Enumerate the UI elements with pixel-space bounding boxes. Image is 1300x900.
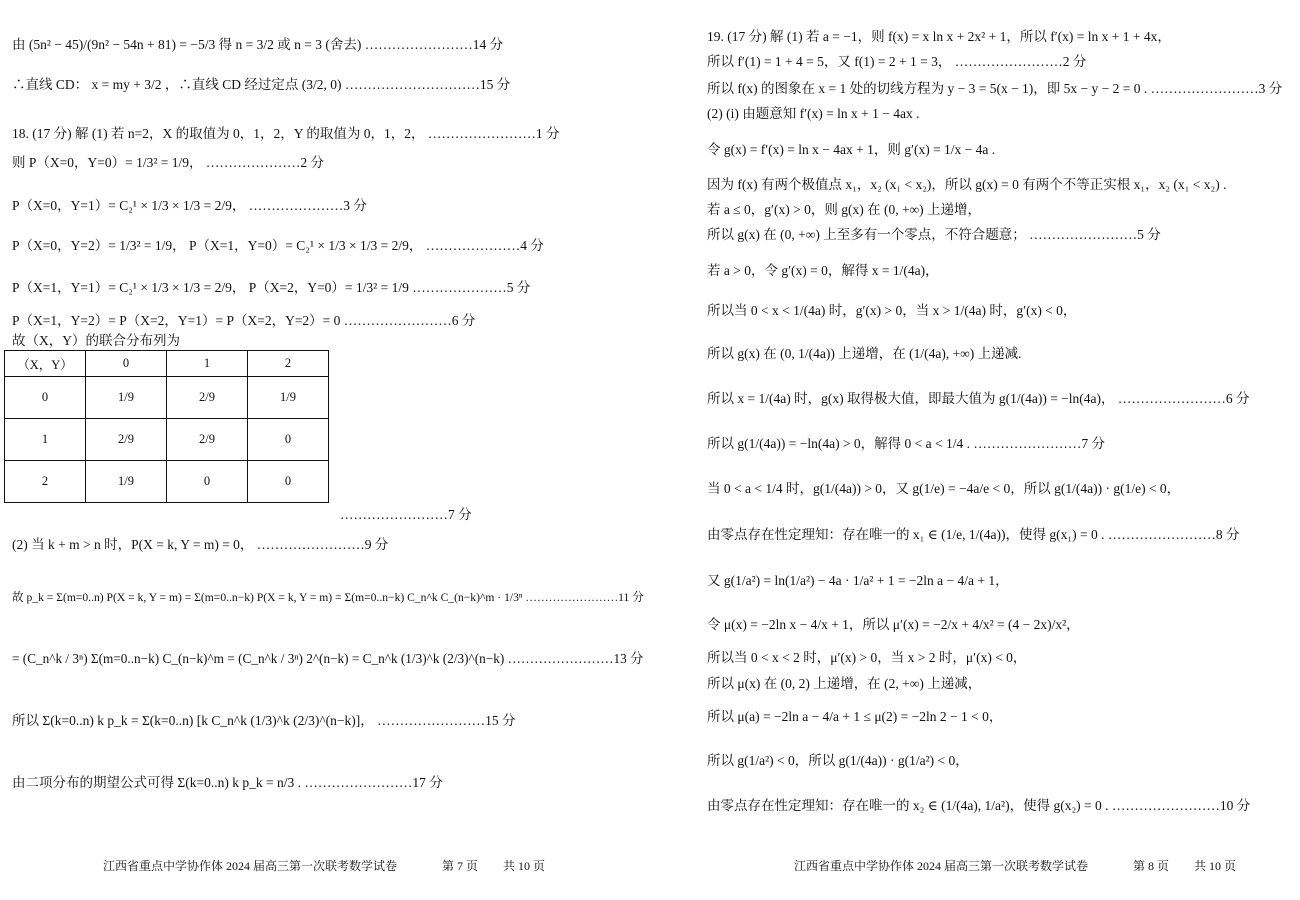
answer-line: 若 a ≤ 0，g′(x) > 0，则 g(x) 在 (0, +∞) 上递增，	[707, 202, 982, 217]
answer-line: 18. (17 分) 解 (1) 若 n=2，X 的取值为 0，1，2，Y 的取值为 0，1，2， ……………………1 分	[12, 126, 560, 141]
table-header-cell: （X，Y）	[5, 351, 86, 377]
answer-line: = (C_n^k / 3ⁿ) Σ(m=0..n−k) C_(n−k)^m = (C_n^k / 3ⁿ) 2^(n−k) = C_n^k (1/3)^k (2/3)^(n−k) ……………………13 分	[12, 651, 644, 666]
footer-total-pages: 共 10 页	[1194, 859, 1237, 873]
answer-line: P（X=1，Y=1）= C₂¹ × 1/3 × 1/3 = 2/9， P（X=2，Y=0）= 1/3² = 1/9 …………………5 分	[12, 280, 531, 295]
answer-line: 所以 g(1/a²) < 0，所以 g(1/(4a)) · g(1/a²) < 0，	[707, 753, 969, 768]
table-header-row	[5, 351, 329, 377]
footer-page-number: 第 8 页	[1133, 859, 1170, 873]
answer-line: P（X=0，Y=1）= C₂¹ × 1/3 × 1/3 = 2/9， …………………3 分	[12, 198, 367, 213]
answer-line: 又 g(1/a²) = ln(1/a²) − 4a · 1/a² + 1 = −2ln a − 4/a + 1，	[707, 573, 1009, 588]
answer-line: 令 g(x) = f′(x) = ln x − 4ax + 1，则 g′(x) = 1/x − 4a .	[707, 142, 996, 157]
answer-line: 令 μ(x) = −2ln x − 4/x + 1，所以 μ′(x) = −2/x + 4/x² = (4 − 2x)/x²，	[707, 617, 1080, 632]
table-cell: 2/9	[167, 419, 248, 461]
table-cell: 0	[167, 461, 248, 503]
page-footer	[794, 857, 1236, 874]
answer-line: (2) (i) 由题意知 f′(x) = ln x + 1 − 4ax .	[707, 106, 920, 121]
page-8	[650, 0, 1300, 900]
answer-line: 由零点存在性定理知：存在唯一的 x₁ ∈ (1/e, 1/(4a))，使得 g(x₁) = 0 . ……………………8 分	[707, 527, 1240, 542]
answer-line: 若 a > 0，令 g′(x) = 0，解得 x = 1/(4a)，	[707, 263, 939, 278]
footer-total-pages: 共 10 页	[503, 859, 546, 873]
answer-line: 19. (17 分) 解 (1) 若 a = −1，则 f(x) = x ln x + 2x² + 1，所以 f′(x) = ln x + 1 + 4x，	[707, 29, 1171, 44]
answer-line: 因为 f(x) 有两个极值点 x₁，x₂ (x₁ < x₂)，所以 g(x) = 0 有两个不等正实根 x₁，x₂ (x₁ < x₂) .	[707, 177, 1227, 192]
joint-distribution-table	[4, 350, 329, 503]
answer-line: P（X=0，Y=2）= 1/3² = 1/9， P（X=1，Y=0）= C₂¹ × 1/3 × 1/3 = 2/9， …………………4 分	[12, 238, 544, 253]
answer-line: 故（X，Y）的联合分布列为	[12, 333, 180, 348]
answer-line: 所以当 0 < x < 1/(4a) 时，g′(x) > 0，当 x > 1/(4a) 时，g′(x) < 0，	[707, 303, 1077, 318]
table-row	[5, 419, 329, 461]
answer-line: (2) 当 k + m > n 时，P(X = k, Y = m) = 0， ……………………9 分	[12, 537, 389, 552]
answer-line: 所以 x = 1/(4a) 时，g(x) 取得极大值，即最大值为 g(1/(4a)) = −ln(4a)， ……………………6 分	[707, 391, 1250, 406]
answer-line: ……………………7 分	[340, 507, 472, 522]
table-header-cell: 0	[86, 351, 167, 377]
table-row	[5, 377, 329, 419]
table-row	[5, 461, 329, 503]
table-cell: 1/9	[86, 461, 167, 503]
footer-title: 江西省重点中学协作体 2024 届高三第一次联考数学试卷	[794, 859, 1089, 873]
answer-line: P（X=1，Y=2）= P（X=2，Y=1）= P（X=2，Y=2）= 0 ……………………6 分	[12, 313, 476, 328]
answer-line: 所以 g(x) 在 (0, +∞) 上至多有一个零点，不符合题意； ……………………5 分	[707, 227, 1161, 242]
answer-line: 所以 g(1/(4a)) = −ln(4a) > 0，解得 0 < a < 1/4 . ……………………7 分	[707, 436, 1106, 451]
table-cell: 0	[5, 377, 86, 419]
table-header-cell: 2	[248, 351, 329, 377]
answer-line: 所以 g(x) 在 (0, 1/(4a)) 上递增，在 (1/(4a), +∞) 上递减.	[707, 346, 1022, 361]
table-cell: 2/9	[86, 419, 167, 461]
table-cell: 2	[5, 461, 86, 503]
answer-line: 所以当 0 < x < 2 时，μ′(x) > 0，当 x > 2 时，μ′(x) < 0，	[707, 650, 1027, 665]
answer-line: 所以 μ(a) = −2ln a − 4/a + 1 ≤ μ(2) = −2ln 2 − 1 < 0，	[707, 709, 1003, 724]
page-footer	[103, 857, 545, 874]
table-cell: 2/9	[167, 377, 248, 419]
answer-line: 由二项分布的期望公式可得 Σ(k=0..n) k p_k = n/3 . ……………………17 分	[12, 775, 443, 790]
answer-line: 所以 μ(x) 在 (0, 2) 上递增，在 (2, +∞) 上递减，	[707, 676, 982, 691]
answer-line: 则 P（X=0，Y=0）= 1/3² = 1/9， …………………2 分	[12, 155, 325, 170]
answer-line: 由零点存在性定理知：存在唯一的 x₂ ∈ (1/(4a), 1/a²)，使得 g(x₂) = 0 . ……………………10 分	[707, 798, 1251, 813]
answer-line: ∴直线 CD： x = my + 3/2 ，∴直线 CD 经过定点 (3/2, 0) …………………………15 分	[12, 77, 511, 92]
answer-line: 所以 f(x) 的图象在 x = 1 处的切线方程为 y − 3 = 5(x − 1)，即 5x − y − 2 = 0 . ……………………3 分	[707, 81, 1283, 96]
table-cell: 0	[248, 461, 329, 503]
footer-title: 江西省重点中学协作体 2024 届高三第一次联考数学试卷	[103, 859, 398, 873]
table-cell: 0	[248, 419, 329, 461]
answer-line: 当 0 < a < 1/4 时，g(1/(4a)) > 0，又 g(1/e) = −4a/e < 0，所以 g(1/(4a)) · g(1/e) < 0，	[707, 481, 1181, 496]
answer-line: 所以 f′(1) = 1 + 4 = 5，又 f(1) = 2 + 1 = 3， ……………………2 分	[707, 54, 1087, 69]
answer-line: 故 p_k = Σ(m=0..n) P(X = k, Y = m) = Σ(m=0..n−k) P(X = k, Y = m) = Σ(m=0..n−k) C_n^k C_(n−k)^m · 1/3ⁿ ……………………11 分	[12, 590, 644, 604]
table-cell: 1/9	[86, 377, 167, 419]
answer-line: 所以 Σ(k=0..n) k p_k = Σ(k=0..n) [k C_n^k (1/3)^k (2/3)^(n−k)]， ……………………15 分	[12, 713, 516, 728]
footer-page-number: 第 7 页	[442, 859, 479, 873]
answer-line: 由 (5n² − 45)/(9n² − 54n + 81) = −5/3 得 n = 3/2 或 n = 3 (舍去) ……………………14 分	[12, 37, 504, 52]
table-header-cell: 1	[167, 351, 248, 377]
table-cell: 1	[5, 419, 86, 461]
table-cell: 1/9	[248, 377, 329, 419]
